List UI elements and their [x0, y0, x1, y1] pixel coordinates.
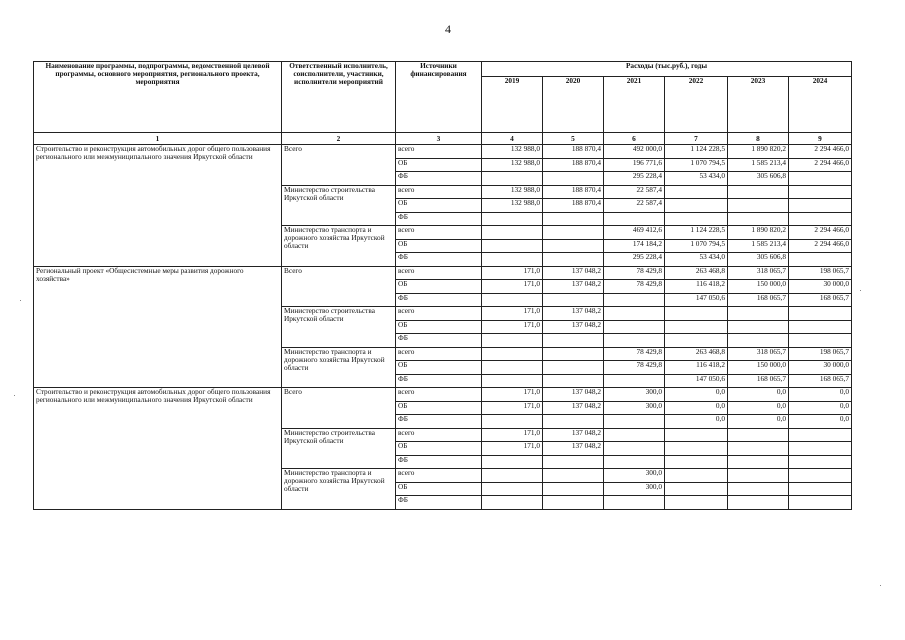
- funding-source-cell: ФБ: [396, 496, 482, 510]
- funding-source-cell: ФБ: [396, 293, 482, 307]
- amount-cell: 188 870,4: [543, 145, 604, 159]
- amount-cell: [543, 455, 604, 469]
- amount-cell: 318 065,7: [728, 347, 789, 361]
- executor-cell: Всего: [282, 266, 396, 307]
- amount-cell: 1 070 794,5: [665, 239, 728, 253]
- amount-cell: 300,0: [604, 482, 665, 496]
- funding-source-cell: ФБ: [396, 253, 482, 267]
- amount-cell: [543, 361, 604, 375]
- amount-cell: [482, 239, 543, 253]
- amount-cell: [789, 428, 852, 442]
- funding-source-cell: ФБ: [396, 334, 482, 348]
- amount-cell: [728, 307, 789, 321]
- amount-cell: 171,0: [482, 320, 543, 334]
- column-number: 3: [396, 133, 482, 145]
- amount-cell: 137 048,2: [543, 428, 604, 442]
- amount-cell: 147 050,6: [665, 374, 728, 388]
- amount-cell: 0,0: [728, 388, 789, 402]
- amount-cell: 1 585 213,4: [728, 158, 789, 172]
- amount-cell: [789, 455, 852, 469]
- amount-cell: 295 228,4: [604, 172, 665, 186]
- amount-cell: 300,0: [604, 401, 665, 415]
- amount-cell: [543, 172, 604, 186]
- amount-cell: 0,0: [789, 401, 852, 415]
- column-number: 7: [665, 133, 728, 145]
- amount-cell: [789, 307, 852, 321]
- amount-cell: [604, 293, 665, 307]
- amount-cell: [482, 347, 543, 361]
- funding-source-cell: ОБ: [396, 239, 482, 253]
- amount-cell: [543, 293, 604, 307]
- amount-cell: [665, 307, 728, 321]
- amount-cell: 2 294 466,0: [789, 158, 852, 172]
- scan-speck: [860, 290, 861, 291]
- amount-cell: 137 048,2: [543, 266, 604, 280]
- scan-speck: [14, 395, 15, 396]
- amount-cell: [789, 469, 852, 483]
- program-name-cell: Строительство и реконструкция автомобильных дорог общего пользования регионального или межмуниципального значения Иркутской области: [34, 145, 282, 267]
- executor-cell: Министерство строительства Иркутской области: [282, 307, 396, 348]
- amount-cell: [728, 482, 789, 496]
- program-name-cell: Региональный проект «Общесистемные меры развития дорожного хозяйства»: [34, 266, 282, 388]
- amount-cell: 150 000,0: [728, 361, 789, 375]
- executor-cell: Всего: [282, 145, 396, 186]
- amount-cell: 1 124 228,5: [665, 226, 728, 240]
- amount-cell: 132 988,0: [482, 199, 543, 213]
- amount-cell: [543, 239, 604, 253]
- amount-cell: [789, 253, 852, 267]
- amount-cell: 1 070 794,5: [665, 158, 728, 172]
- amount-cell: 171,0: [482, 442, 543, 456]
- column-number: 6: [604, 133, 665, 145]
- amount-cell: 53 434,0: [665, 253, 728, 267]
- amount-cell: 1 124 228,5: [665, 145, 728, 159]
- executor-cell: Министерство строительства Иркутской области: [282, 185, 396, 226]
- amount-cell: 53 434,0: [665, 172, 728, 186]
- amount-cell: 132 988,0: [482, 185, 543, 199]
- amount-cell: [482, 293, 543, 307]
- header-executor: Ответственный исполнитель, соисполнители, участники, исполнители мероприятий: [282, 62, 396, 133]
- amount-cell: 188 870,4: [543, 199, 604, 213]
- amount-cell: [482, 455, 543, 469]
- header-year: 2021: [604, 77, 665, 133]
- amount-cell: 137 048,2: [543, 401, 604, 415]
- amount-cell: [604, 320, 665, 334]
- amount-cell: 137 048,2: [543, 388, 604, 402]
- amount-cell: [665, 199, 728, 213]
- amount-cell: [482, 415, 543, 429]
- amount-cell: 78 429,8: [604, 347, 665, 361]
- amount-cell: [728, 199, 789, 213]
- amount-cell: [604, 212, 665, 226]
- funding-source-cell: ФБ: [396, 455, 482, 469]
- scan-speck: [20, 300, 21, 301]
- amount-cell: [482, 226, 543, 240]
- amount-cell: [789, 185, 852, 199]
- amount-cell: 132 988,0: [482, 158, 543, 172]
- amount-cell: 150 000,0: [728, 280, 789, 294]
- amount-cell: [728, 496, 789, 510]
- amount-cell: 22 587,4: [604, 199, 665, 213]
- amount-cell: [482, 374, 543, 388]
- amount-cell: 0,0: [728, 415, 789, 429]
- amount-cell: [543, 212, 604, 226]
- amount-cell: 171,0: [482, 307, 543, 321]
- column-number: 5: [543, 133, 604, 145]
- amount-cell: [604, 442, 665, 456]
- funding-source-cell: всего: [396, 388, 482, 402]
- header-year: 2024: [789, 77, 852, 133]
- amount-cell: 492 000,0: [604, 145, 665, 159]
- amount-cell: 0,0: [789, 415, 852, 429]
- amount-cell: [543, 347, 604, 361]
- amount-cell: [543, 334, 604, 348]
- funding-source-cell: ОБ: [396, 442, 482, 456]
- funding-source-cell: всего: [396, 428, 482, 442]
- amount-cell: 1 890 820,2: [728, 226, 789, 240]
- scan-speck: [880, 585, 881, 586]
- amount-cell: [728, 320, 789, 334]
- table-row: [34, 388, 852, 402]
- amount-cell: [665, 185, 728, 199]
- amount-cell: 295 228,4: [604, 253, 665, 267]
- amount-cell: 0,0: [665, 401, 728, 415]
- funding-source-cell: всего: [396, 469, 482, 483]
- funding-source-cell: ФБ: [396, 374, 482, 388]
- funding-source-cell: ФБ: [396, 415, 482, 429]
- amount-cell: [665, 442, 728, 456]
- amount-cell: [543, 415, 604, 429]
- page-number: 4: [445, 22, 451, 36]
- amount-cell: 300,0: [604, 388, 665, 402]
- amount-cell: 198 065,7: [789, 266, 852, 280]
- amount-cell: 469 412,6: [604, 226, 665, 240]
- amount-cell: [482, 253, 543, 267]
- column-number: 2: [282, 133, 396, 145]
- funding-source-cell: ОБ: [396, 482, 482, 496]
- amount-cell: [543, 226, 604, 240]
- amount-cell: 171,0: [482, 266, 543, 280]
- amount-cell: [665, 482, 728, 496]
- amount-cell: [543, 482, 604, 496]
- amount-cell: 171,0: [482, 280, 543, 294]
- amount-cell: [604, 374, 665, 388]
- amount-cell: 147 050,6: [665, 293, 728, 307]
- funding-source-cell: всего: [396, 226, 482, 240]
- amount-cell: [482, 496, 543, 510]
- amount-cell: [665, 469, 728, 483]
- executor-cell: Министерство строительства Иркутской области: [282, 428, 396, 469]
- amount-cell: 188 870,4: [543, 185, 604, 199]
- amount-cell: 2 294 466,0: [789, 239, 852, 253]
- header-year: 2019: [482, 77, 543, 133]
- funding-source-cell: всего: [396, 307, 482, 321]
- amount-cell: 30 000,0: [789, 361, 852, 375]
- amount-cell: 171,0: [482, 388, 543, 402]
- amount-cell: 263 468,8: [665, 347, 728, 361]
- amount-cell: 188 870,4: [543, 158, 604, 172]
- amount-cell: [789, 172, 852, 186]
- amount-cell: 305 606,8: [728, 253, 789, 267]
- amount-cell: [543, 496, 604, 510]
- amount-cell: [789, 442, 852, 456]
- header-year: 2022: [665, 77, 728, 133]
- table-body: [34, 145, 852, 510]
- funding-source-cell: всего: [396, 185, 482, 199]
- amount-cell: 1 585 213,4: [728, 239, 789, 253]
- funding-source-cell: ОБ: [396, 401, 482, 415]
- amount-cell: 78 429,8: [604, 361, 665, 375]
- amount-cell: 305 606,8: [728, 172, 789, 186]
- amount-cell: 2 294 466,0: [789, 145, 852, 159]
- amount-cell: [482, 482, 543, 496]
- column-number: 9: [789, 133, 852, 145]
- amount-cell: 0,0: [665, 388, 728, 402]
- amount-cell: [665, 320, 728, 334]
- amount-cell: 137 048,2: [543, 280, 604, 294]
- amount-cell: [728, 212, 789, 226]
- executor-cell: Всего: [282, 388, 396, 429]
- amount-cell: [728, 442, 789, 456]
- amount-cell: 0,0: [665, 415, 728, 429]
- amount-cell: [604, 334, 665, 348]
- amount-cell: [543, 469, 604, 483]
- column-number: 4: [482, 133, 543, 145]
- funding-source-cell: ФБ: [396, 172, 482, 186]
- amount-cell: 78 429,8: [604, 266, 665, 280]
- column-number: 8: [728, 133, 789, 145]
- amount-cell: 116 418,2: [665, 361, 728, 375]
- executor-cell: Министерство транспорта и дорожного хозяйства Иркутской области: [282, 347, 396, 388]
- funding-source-cell: ОБ: [396, 320, 482, 334]
- amount-cell: [604, 307, 665, 321]
- amount-cell: 168 065,7: [728, 374, 789, 388]
- amount-cell: [665, 334, 728, 348]
- column-number: 1: [34, 133, 282, 145]
- amount-cell: 168 065,7: [789, 293, 852, 307]
- amount-cell: 0,0: [789, 388, 852, 402]
- amount-cell: 168 065,7: [728, 293, 789, 307]
- amount-cell: 78 429,8: [604, 280, 665, 294]
- amount-cell: 1 890 820,2: [728, 145, 789, 159]
- header-year: 2023: [728, 77, 789, 133]
- funding-source-cell: ФБ: [396, 212, 482, 226]
- amount-cell: [482, 172, 543, 186]
- amount-cell: [728, 428, 789, 442]
- executor-cell: Министерство транспорта и дорожного хозяйства Иркутской области: [282, 469, 396, 510]
- amount-cell: 300,0: [604, 469, 665, 483]
- amount-cell: [789, 212, 852, 226]
- amount-cell: 168 065,7: [789, 374, 852, 388]
- funding-source-cell: всего: [396, 266, 482, 280]
- amount-cell: [728, 185, 789, 199]
- funding-source-cell: всего: [396, 145, 482, 159]
- amount-cell: 137 048,2: [543, 442, 604, 456]
- amount-cell: [728, 455, 789, 469]
- amount-cell: [728, 469, 789, 483]
- funding-source-cell: ОБ: [396, 361, 482, 375]
- amount-cell: [543, 374, 604, 388]
- amount-cell: [543, 253, 604, 267]
- amount-cell: 174 184,2: [604, 239, 665, 253]
- amount-cell: [665, 428, 728, 442]
- header-program-name: Наименование программы, подпрограммы, ведомственной целевой программы, основного мероприятия, регионального проекта, мероприятия: [34, 62, 282, 133]
- amount-cell: [604, 455, 665, 469]
- amount-cell: 171,0: [482, 428, 543, 442]
- amount-cell: [665, 212, 728, 226]
- amount-cell: [665, 496, 728, 510]
- header-expenses: Расходы (тыс.руб.), годы: [482, 62, 852, 77]
- amount-cell: [789, 199, 852, 213]
- amount-cell: 22 587,4: [604, 185, 665, 199]
- table-row: [34, 266, 852, 280]
- amount-cell: [789, 482, 852, 496]
- amount-cell: [604, 428, 665, 442]
- amount-cell: 132 988,0: [482, 145, 543, 159]
- amount-cell: [482, 469, 543, 483]
- funding-source-cell: ОБ: [396, 280, 482, 294]
- funding-source-cell: всего: [396, 347, 482, 361]
- table-row: [34, 145, 852, 159]
- funding-source-cell: ОБ: [396, 199, 482, 213]
- amount-cell: 198 065,7: [789, 347, 852, 361]
- executor-cell: Министерство транспорта и дорожного хозяйства Иркутской области: [282, 226, 396, 267]
- amount-cell: 137 048,2: [543, 307, 604, 321]
- amount-cell: 263 468,8: [665, 266, 728, 280]
- amount-cell: [604, 415, 665, 429]
- amount-cell: 171,0: [482, 401, 543, 415]
- program-name-cell: Строительство и реконструкция автомобильных дорог общего пользования регионального или межмуниципального значения Иркутской области: [34, 388, 282, 510]
- amount-cell: [789, 496, 852, 510]
- amount-cell: [604, 496, 665, 510]
- amount-cell: 30 000,0: [789, 280, 852, 294]
- amount-cell: 196 771,6: [604, 158, 665, 172]
- header-funding-source: Источники финансирования: [396, 62, 482, 133]
- amount-cell: [789, 334, 852, 348]
- amount-cell: [789, 320, 852, 334]
- amount-cell: [482, 361, 543, 375]
- amount-cell: 318 065,7: [728, 266, 789, 280]
- amount-cell: 0,0: [728, 401, 789, 415]
- budget-table: [33, 61, 852, 510]
- amount-cell: 116 418,2: [665, 280, 728, 294]
- amount-cell: [482, 212, 543, 226]
- amount-cell: [665, 455, 728, 469]
- funding-source-cell: ОБ: [396, 158, 482, 172]
- amount-cell: [482, 334, 543, 348]
- amount-cell: 137 048,2: [543, 320, 604, 334]
- header-year: 2020: [543, 77, 604, 133]
- amount-cell: [728, 334, 789, 348]
- amount-cell: 2 294 466,0: [789, 226, 852, 240]
